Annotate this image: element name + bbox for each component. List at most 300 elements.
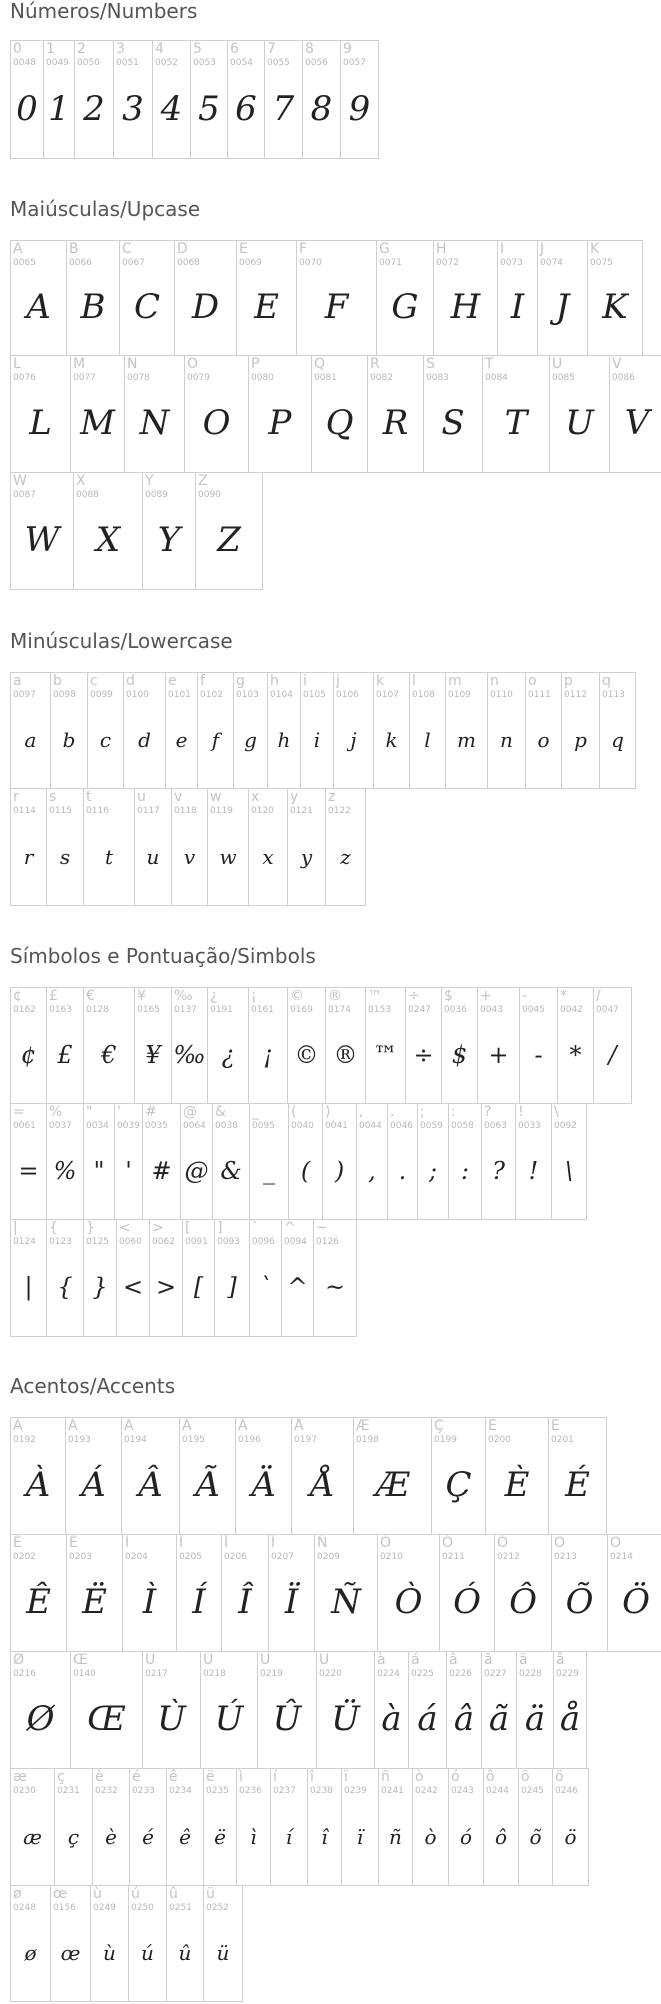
glyph-character-label: O [187, 356, 199, 372]
glyph-code-label: 0252 [206, 1903, 229, 1913]
glyph-sample: Q [325, 403, 354, 443]
glyph-character-label: = [13, 1104, 25, 1120]
glyph-sample: 7 [272, 89, 295, 129]
glyph-code-label: 0057 [343, 58, 366, 68]
glyph-cell [248, 355, 312, 473]
glyph-character-label: Ò [380, 1535, 392, 1551]
glyph-sample: Ä [251, 1465, 276, 1505]
glyph-code-label: 0112 [564, 690, 587, 700]
glyph-sample: m [457, 728, 476, 752]
glyph-sample: E [254, 287, 279, 327]
glyph-cell [236, 240, 297, 356]
glyph-cell [149, 1219, 183, 1337]
glyph-character-label: ; [420, 1104, 425, 1120]
glyph-character-label: 6 [230, 41, 239, 57]
glyph-code-label: 0096 [252, 1237, 275, 1247]
glyph-sample: " [93, 1157, 105, 1185]
glyph-code-label: 0093 [217, 1237, 240, 1247]
glyph-character-label: a [13, 673, 22, 689]
glyph-code-label: 0086 [612, 373, 635, 383]
glyph-character-label: Á [68, 1418, 78, 1434]
glyph-cell [10, 1417, 66, 1535]
glyph-sample: + [488, 1041, 509, 1069]
glyph-sample: N [139, 403, 170, 443]
glyph-code-label: 0140 [73, 1669, 96, 1679]
glyph-cell [287, 987, 326, 1104]
glyph-code-label: 0116 [86, 806, 109, 816]
glyph-code-label: 0102 [200, 690, 223, 700]
glyph-character-label: y [290, 789, 299, 805]
glyph-sample: k [385, 728, 398, 752]
glyph-sample: # [151, 1157, 172, 1185]
glyph-code-label: 0191 [210, 1005, 233, 1015]
glyph-cell [249, 1219, 282, 1337]
glyph-character-label: ¿ [210, 988, 218, 1004]
glyph-cell [609, 355, 661, 473]
glyph-code-label: 0233 [132, 1786, 155, 1796]
glyph-cell [497, 240, 538, 356]
glyph-cell [551, 1534, 608, 1652]
glyph-sample: ú [141, 1941, 154, 1965]
glyph-cell [311, 355, 368, 473]
glyph-code-label: 0097 [13, 690, 36, 700]
glyph-character-label: ‰ [174, 988, 193, 1004]
glyph-code-label: 0087 [13, 490, 36, 500]
glyph-character-label: Y [145, 473, 154, 489]
glyph-code-label: 0248 [13, 1903, 36, 1913]
glyph-code-label: 0060 [119, 1237, 142, 1247]
glyph-sample: ® [333, 1041, 358, 1069]
glyph-code-label: 0089 [145, 490, 168, 500]
glyph-cell [314, 1534, 378, 1652]
glyph-code-label: 0250 [131, 1903, 154, 1913]
glyph-cell [10, 788, 47, 906]
glyph-code-label: 0163 [49, 1005, 72, 1015]
glyph-cell [200, 1651, 258, 1769]
glyph-sample: Î [238, 1582, 252, 1622]
glyph-character-label: ^ [284, 1220, 296, 1236]
glyph-code-label: 0216 [13, 1669, 36, 1679]
glyph-character-label: ` [252, 1220, 259, 1236]
glyph-cell [387, 1103, 418, 1220]
glyph-sample: Â [138, 1465, 163, 1505]
glyph-code-label: 0213 [554, 1552, 577, 1562]
glyph-sample: Z [217, 520, 241, 560]
glyph-code-label: 0088 [76, 490, 99, 500]
glyph-character-label: { [49, 1220, 58, 1236]
glyph-character-label: W [13, 473, 27, 489]
glyph-cell [121, 1417, 180, 1535]
glyph-sample: L [29, 403, 52, 443]
glyph-code-label: 0247 [408, 1005, 431, 1015]
glyph-sample: Y [157, 520, 181, 560]
glyph-code-label: 0061 [13, 1121, 36, 1131]
glyph-character-label: Ù [145, 1652, 156, 1668]
glyph-character-label: Æ [356, 1418, 370, 1434]
glyph-sample: * [569, 1041, 582, 1069]
glyph-sample: á [417, 1699, 438, 1739]
glyph-sample: h [277, 728, 291, 752]
glyph-character-label: £ [49, 988, 58, 1004]
glyph-code-label: 0220 [319, 1669, 342, 1679]
glyph-character-label: ú [131, 1886, 140, 1902]
glyph-sample: & [220, 1157, 242, 1185]
glyph-character-label: Ï [271, 1535, 276, 1551]
glyph-sample: æ [23, 1825, 42, 1849]
glyph-sample: Ë [82, 1582, 107, 1622]
glyph-cell [113, 40, 153, 159]
glyph-code-label: 0082 [370, 373, 393, 383]
glyph-cell [65, 1417, 122, 1535]
glyph-sample: ¡ [263, 1041, 273, 1069]
glyph-cell [553, 1651, 587, 1769]
glyph-cell [46, 1219, 84, 1337]
glyph-sample: £ [57, 1041, 73, 1069]
glyph-character-label: L [13, 356, 21, 372]
glyph-sample: 8 [310, 89, 333, 129]
glyph-sample: O [202, 403, 231, 443]
glyph-sample: ( [300, 1157, 311, 1185]
glyph-cell [165, 672, 198, 789]
glyph-character-label: G [379, 241, 390, 257]
glyph-code-label: 0054 [230, 58, 253, 68]
glyph-character-label: U [552, 356, 563, 372]
glyph-sample: P [268, 403, 292, 443]
glyph-code-label: 0033 [518, 1121, 541, 1131]
glyph-code-label: 0210 [380, 1552, 403, 1562]
glyph-character-label: P [251, 356, 260, 372]
glyph-cell [116, 1219, 150, 1337]
glyph-code-label: 0067 [122, 258, 145, 268]
glyph-code-label: 0174 [328, 1005, 351, 1015]
glyph-cell [184, 355, 249, 473]
glyph-code-label: 0090 [198, 490, 221, 500]
glyph-sample: ç [67, 1825, 80, 1849]
glyph-character-label: ÷ [408, 988, 420, 1004]
glyph-character-label: Â [124, 1418, 134, 1434]
glyph-cell [481, 1103, 516, 1220]
glyph-code-label: 0230 [13, 1786, 36, 1796]
glyph-sample: % [53, 1157, 77, 1185]
glyph-sample: ¢ [20, 1041, 37, 1069]
glyph-cell [412, 1768, 449, 1886]
glyph-cell [83, 788, 135, 906]
glyph-sample: { [57, 1273, 73, 1301]
glyph-code-label: 0094 [284, 1237, 307, 1247]
section [0, 198, 661, 220]
glyph-sample: R [382, 403, 409, 443]
glyph-sample: ' [125, 1157, 132, 1185]
glyph-character-label: z [328, 789, 336, 805]
glyph-character-label: N [127, 356, 138, 372]
glyph-character-label: f [200, 673, 205, 689]
glyph-cell [43, 40, 75, 159]
glyph-character-label: Ì [125, 1535, 130, 1551]
glyph-sample: Ï [284, 1582, 299, 1622]
glyph-character-label: c [90, 673, 98, 689]
glyph-character-label: ™ [368, 988, 382, 1004]
glyph-character-label: \ [554, 1104, 559, 1120]
glyph-character-label: 9 [343, 41, 352, 57]
glyph-code-label: 0108 [412, 690, 435, 700]
glyph-cell [518, 1768, 553, 1886]
glyph-character-label: > [152, 1220, 164, 1236]
glyph-sample: u [146, 845, 160, 869]
glyph-code-label: 0071 [379, 258, 402, 268]
glyph-cell [296, 240, 377, 356]
glyph-character-label: ê [169, 1769, 178, 1785]
glyph-character-label: 4 [155, 41, 164, 57]
glyph-character-label: ç [57, 1769, 65, 1785]
glyph-character-label: x [251, 789, 260, 805]
glyph-sample: S [441, 403, 465, 443]
glyph-cell [374, 1651, 409, 1769]
glyph-character-label: Ú [203, 1652, 214, 1668]
glyph-cell [548, 1417, 607, 1535]
glyph-character-label: s [49, 789, 57, 805]
glyph-code-label: 0161 [251, 1005, 274, 1015]
glyph-code-label: 0204 [125, 1552, 148, 1562]
glyph-code-label: 0244 [486, 1786, 509, 1796]
glyph-sample: [ [193, 1273, 204, 1301]
glyph-cell [248, 788, 288, 906]
glyph-character-label: Ã [182, 1418, 192, 1434]
glyph-character-label: 3 [116, 41, 125, 57]
glyph-sample: ` [259, 1273, 272, 1301]
glyph-cell [214, 1219, 250, 1337]
glyph-cell [587, 240, 643, 356]
glyph-cell [83, 1219, 117, 1337]
glyph-cell [485, 1417, 549, 1535]
section-title: Acentos/Accents [10, 1374, 176, 1398]
glyph-sample: ì [250, 1825, 257, 1849]
glyph-character-label: | [13, 1220, 18, 1236]
glyph-sample: 1 [48, 89, 70, 129]
glyph-code-label: 0162 [13, 1005, 36, 1015]
glyph-character-label: $ [444, 988, 453, 1004]
glyph-sample: 3 [122, 89, 144, 129]
glyph-sample: ^ [287, 1273, 308, 1301]
glyph-sample: ! [528, 1157, 539, 1185]
glyph-character-label: [ [185, 1220, 191, 1236]
glyph-code-label: 0198 [356, 1435, 379, 1445]
glyph-cell [291, 1417, 354, 1535]
glyph-character-label: < [119, 1220, 131, 1236]
glyph-sample: U [565, 403, 594, 443]
glyph-character-label: á [411, 1652, 420, 1668]
glyph-character-label: 2 [77, 41, 86, 57]
glyph-code-label: 0075 [590, 258, 613, 268]
glyph-sample: ù [103, 1941, 116, 1965]
glyph-character-label: D [177, 241, 188, 257]
glyph-character-label: E [239, 241, 248, 257]
glyph-sample: Ó [453, 1582, 481, 1622]
glyph-cell [212, 1103, 250, 1220]
glyph-character-label: V [612, 356, 622, 372]
glyph-character-label: Ö [610, 1535, 622, 1551]
section-title: Maiúsculas/Upcase [10, 197, 201, 221]
glyph-sample: Õ [565, 1582, 594, 1622]
glyph-character-label: Ê [13, 1535, 22, 1551]
glyph-cell [119, 240, 175, 356]
glyph-sample: d [138, 728, 151, 752]
glyph-sample: p [574, 728, 587, 752]
glyph-cell [182, 1219, 215, 1337]
glyph-code-label: 0236 [239, 1786, 262, 1796]
section-title: Números/Numbers [10, 0, 198, 23]
glyph-sample: D [191, 287, 220, 327]
glyph-character-label: " [86, 1104, 93, 1120]
glyph-character-label: È [488, 1418, 497, 1434]
glyph-character-label: ! [518, 1104, 524, 1120]
glyph-cell [10, 1768, 55, 1886]
glyph-cell [341, 1768, 379, 1886]
glyph-sample: | [24, 1273, 33, 1301]
glyph-sample: ¥ [145, 1041, 161, 1069]
glyph-cell [152, 40, 191, 159]
glyph-sample: 5 [198, 89, 220, 129]
glyph-sample: t [104, 845, 114, 869]
glyph-sample: l [424, 728, 431, 752]
glyph-sample: 4 [160, 89, 183, 129]
glyph-character-label: @ [183, 1104, 197, 1120]
glyph-character-label: î [310, 1769, 314, 1785]
glyph-sample: Ç [445, 1465, 472, 1505]
glyph-character-label: å [556, 1652, 565, 1668]
glyph-sample: ~ [324, 1273, 346, 1301]
glyph-character-label: œ [53, 1886, 68, 1902]
glyph-sample: ÷ [413, 1041, 434, 1069]
glyph-cell [377, 1534, 440, 1652]
glyph-code-label: 0041 [325, 1121, 348, 1131]
glyph-sample: , [368, 1157, 376, 1185]
glyph-cell [66, 1534, 123, 1652]
glyph-code-label: 0046 [390, 1121, 413, 1131]
glyph-cell [405, 987, 442, 1104]
glyph-cell [122, 1534, 177, 1652]
glyph-sample: ; [428, 1157, 438, 1185]
glyph-cell [10, 240, 67, 356]
glyph-cell [448, 1768, 484, 1886]
glyph-sample: c [99, 728, 112, 752]
glyph-code-label: 0074 [540, 258, 563, 268]
glyph-code-label: 0044 [359, 1121, 382, 1131]
glyph-code-label: 0128 [86, 1005, 109, 1015]
glyph-cell [340, 40, 379, 159]
glyph-sample: M [80, 403, 115, 443]
glyph-cell [356, 1103, 388, 1220]
glyph-cell [515, 1103, 552, 1220]
glyph-character-label: * [560, 988, 567, 1004]
glyph-sample: $ [451, 1041, 468, 1069]
glyph-code-label: 0195 [182, 1435, 205, 1445]
glyph-character-label: û [169, 1886, 178, 1902]
glyph-cell [83, 987, 135, 1104]
glyph-code-label: 0103 [236, 690, 259, 700]
glyph-character-label: ñ [381, 1769, 390, 1785]
glyph-character-label: ? [484, 1104, 492, 1120]
glyph-code-label: 0038 [215, 1121, 238, 1131]
glyph-character-label: € [86, 988, 95, 1004]
glyph-code-label: 0107 [376, 690, 399, 700]
glyph-code-label: 0201 [551, 1435, 574, 1445]
glyph-sample: q [611, 728, 624, 752]
glyph-code-label: 0214 [610, 1552, 633, 1562]
glyph-cell [445, 672, 488, 789]
glyph-code-label: 0202 [13, 1552, 36, 1562]
glyph-code-label: 0035 [145, 1121, 168, 1131]
glyph-character-label: H [436, 241, 447, 257]
glyph-code-label: 0205 [179, 1552, 202, 1562]
glyph-sample: Í [192, 1582, 206, 1622]
glyph-code-label: 0048 [13, 58, 36, 68]
glyph-code-label: 0065 [13, 258, 36, 268]
glyph-sample: s [59, 845, 71, 869]
glyph-code-label: 0077 [73, 373, 96, 383]
glyph-cell [233, 672, 268, 789]
glyph-cell [10, 1103, 47, 1220]
glyph-cell [10, 355, 71, 473]
glyph-cell [142, 472, 196, 590]
glyph-character-label: : [451, 1104, 456, 1120]
glyph-character-label: X [76, 473, 86, 489]
glyph-code-label: 0063 [484, 1121, 507, 1131]
glyph-code-label: 0241 [381, 1786, 404, 1796]
glyph-character-label: 5 [193, 41, 202, 57]
glyph-code-label: 0231 [57, 1786, 80, 1796]
glyph-code-label: 0242 [415, 1786, 438, 1796]
glyph-code-label: 0092 [554, 1121, 577, 1131]
glyph-code-label: 0207 [271, 1552, 294, 1562]
glyph-sample: ô [494, 1825, 508, 1849]
glyph-cell [551, 1103, 587, 1220]
glyph-sample: ¿ [221, 1041, 235, 1069]
glyph-code-label: 0217 [145, 1669, 168, 1679]
glyph-cell [190, 40, 228, 159]
glyph-character-label: ~ [316, 1220, 328, 1236]
glyph-character-label: 1 [46, 41, 55, 57]
glyph-cell [248, 987, 288, 1104]
glyph-character-label: ' [117, 1104, 121, 1120]
glyph-character-label: À [13, 1418, 23, 1434]
glyph-character-label: Z [198, 473, 208, 489]
glyph-code-label: 0196 [238, 1435, 261, 1445]
glyph-character-label: Å [294, 1418, 304, 1434]
glyph-sample: V [624, 403, 650, 443]
glyph-character-label: k [376, 673, 385, 689]
glyph-character-label: R [370, 356, 380, 372]
glyph-sample: Û [272, 1699, 302, 1739]
glyph-character-label: w [210, 789, 222, 805]
glyph-code-label: 0225 [411, 1669, 434, 1679]
glyph-code-label: 0126 [316, 1237, 339, 1247]
glyph-cell [10, 40, 44, 159]
glyph-character-label: ó [451, 1769, 460, 1785]
glyph-cell [10, 1651, 71, 1769]
glyph-code-label: 0050 [77, 58, 100, 68]
glyph-character-label: h [270, 673, 279, 689]
glyph-sample: å [559, 1699, 581, 1739]
glyph-sample: < [122, 1273, 144, 1301]
glyph-cell [46, 987, 84, 1104]
glyph-character-label: Ë [69, 1535, 78, 1551]
glyph-cell [221, 1534, 269, 1652]
glyph-character-label: à [377, 1652, 386, 1668]
glyph-character-label: - [522, 988, 528, 1004]
glyph-code-label: 0059 [420, 1121, 443, 1131]
glyph-cell [325, 987, 366, 1104]
glyph-code-label: 0070 [299, 258, 322, 268]
